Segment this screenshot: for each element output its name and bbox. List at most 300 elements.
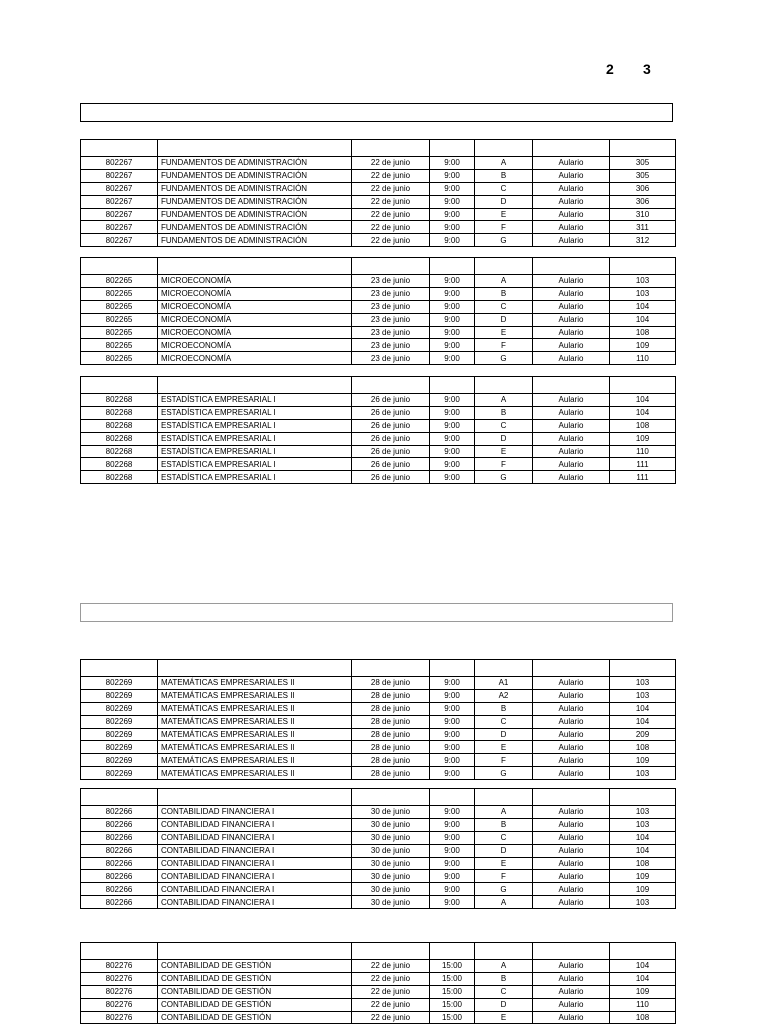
course-code-cell: 802266 <box>81 818 158 831</box>
room-cell: 103 <box>610 896 676 909</box>
table-row <box>81 406 676 419</box>
building-cell: Aulario <box>533 195 610 208</box>
building-cell: Aulario <box>533 182 610 195</box>
subject-name-cell: ESTADÍSTICA EMPRESARIAL I <box>158 406 352 419</box>
group-cell: G <box>475 767 533 780</box>
exam-table <box>80 942 676 1024</box>
building-cell: Aulario <box>533 998 610 1011</box>
group-cell: G <box>475 471 533 484</box>
room-cell: 209 <box>610 728 676 741</box>
time-cell: 9:00 <box>430 234 475 247</box>
time-cell: 9:00 <box>430 182 475 195</box>
time-cell: 9:00 <box>430 326 475 339</box>
subject-name-cell: FUNDAMENTOS DE ADMINISTRACIÓN <box>158 195 352 208</box>
room-cell: 104 <box>610 300 676 313</box>
table-row <box>81 831 676 844</box>
time-cell: 9:00 <box>430 394 475 407</box>
room-cell: 108 <box>610 741 676 754</box>
date-cell: 26 de junio <box>352 445 430 458</box>
course-code-cell: 802267 <box>81 208 158 221</box>
course-code-cell: 802267 <box>81 169 158 182</box>
course-code-cell: 802266 <box>81 883 158 896</box>
course-code-cell: 802268 <box>81 471 158 484</box>
date-cell: 26 de junio <box>352 471 430 484</box>
group-cell: F <box>475 221 533 234</box>
group-cell: C <box>475 300 533 313</box>
subject-name-cell: CONTABILIDAD DE GESTIÓN <box>158 998 352 1011</box>
room-cell: 103 <box>610 287 676 300</box>
date-cell: 28 de junio <box>352 767 430 780</box>
subject-name-cell: MICROECONOMÍA <box>158 287 352 300</box>
table-row <box>81 208 676 221</box>
table-header-row <box>81 258 676 275</box>
table-row <box>81 458 676 471</box>
time-cell: 9:00 <box>430 221 475 234</box>
page-number: 2 <box>606 61 614 77</box>
course-code-cell: 802265 <box>81 339 158 352</box>
date-cell: 22 de junio <box>352 960 430 973</box>
course-code-cell: 802269 <box>81 689 158 702</box>
time-cell: 9:00 <box>430 432 475 445</box>
header-cell <box>533 140 610 157</box>
table-row <box>81 234 676 247</box>
table-row <box>81 1011 676 1024</box>
date-cell: 26 de junio <box>352 458 430 471</box>
group-cell: A <box>475 896 533 909</box>
header-cell <box>81 258 158 275</box>
room-cell: 111 <box>610 458 676 471</box>
building-cell: Aulario <box>533 394 610 407</box>
header-cell <box>610 140 676 157</box>
subject-name-cell: FUNDAMENTOS DE ADMINISTRACIÓN <box>158 221 352 234</box>
course-code-cell: 802265 <box>81 326 158 339</box>
building-cell: Aulario <box>533 806 610 819</box>
building-cell: Aulario <box>533 169 610 182</box>
table-row <box>81 300 676 313</box>
group-cell: B <box>475 169 533 182</box>
table-row <box>81 741 676 754</box>
time-cell: 9:00 <box>430 157 475 170</box>
course-code-cell: 802265 <box>81 275 158 288</box>
building-cell: Aulario <box>533 326 610 339</box>
table-row <box>81 844 676 857</box>
table-row <box>81 857 676 870</box>
table-row <box>81 960 676 973</box>
subject-name-cell: CONTABILIDAD DE GESTIÓN <box>158 985 352 998</box>
exam-table <box>80 659 676 780</box>
building-cell: Aulario <box>533 432 610 445</box>
room-cell: 108 <box>610 857 676 870</box>
date-cell: 30 de junio <box>352 896 430 909</box>
building-cell: Aulario <box>533 458 610 471</box>
course-code-cell: 802266 <box>81 806 158 819</box>
date-cell: 22 de junio <box>352 234 430 247</box>
time-cell: 9:00 <box>430 715 475 728</box>
time-cell: 9:00 <box>430 471 475 484</box>
header-cell <box>158 943 352 960</box>
group-cell: C <box>475 419 533 432</box>
header-cell <box>352 943 430 960</box>
building-cell: Aulario <box>533 445 610 458</box>
room-cell: 103 <box>610 275 676 288</box>
building-cell: Aulario <box>533 275 610 288</box>
course-code-cell: 802276 <box>81 998 158 1011</box>
header-cell <box>158 258 352 275</box>
date-cell: 26 de junio <box>352 419 430 432</box>
time-cell: 15:00 <box>430 985 475 998</box>
date-cell: 28 de junio <box>352 702 430 715</box>
date-cell: 22 de junio <box>352 195 430 208</box>
date-cell: 28 de junio <box>352 715 430 728</box>
group-cell: D <box>475 844 533 857</box>
course-code-cell: 802269 <box>81 754 158 767</box>
building-cell: Aulario <box>533 419 610 432</box>
subject-name-cell: MATEMÁTICAS EMPRESARIALES II <box>158 715 352 728</box>
subject-name-cell: CONTABILIDAD DE GESTIÓN <box>158 972 352 985</box>
room-cell: 109 <box>610 754 676 767</box>
course-code-cell: 802267 <box>81 195 158 208</box>
time-cell: 9:00 <box>430 741 475 754</box>
course-code-cell: 802266 <box>81 831 158 844</box>
room-cell: 104 <box>610 313 676 326</box>
subject-name-cell: FUNDAMENTOS DE ADMINISTRACIÓN <box>158 182 352 195</box>
time-cell: 15:00 <box>430 972 475 985</box>
table-row <box>81 182 676 195</box>
table-row <box>81 767 676 780</box>
time-cell: 9:00 <box>430 406 475 419</box>
time-cell: 9:00 <box>430 883 475 896</box>
subject-name-cell: CONTABILIDAD FINANCIERA I <box>158 831 352 844</box>
header-cell <box>533 258 610 275</box>
date-cell: 23 de junio <box>352 352 430 365</box>
course-code-cell: 802268 <box>81 406 158 419</box>
room-cell: 311 <box>610 221 676 234</box>
header-cell <box>158 140 352 157</box>
time-cell: 9:00 <box>430 313 475 326</box>
group-cell: G <box>475 883 533 896</box>
table-row <box>81 221 676 234</box>
table-row <box>81 998 676 1011</box>
exam-table <box>80 139 676 247</box>
table-row <box>81 394 676 407</box>
course-code-cell: 802269 <box>81 702 158 715</box>
room-cell: 104 <box>610 406 676 419</box>
header-cell <box>81 140 158 157</box>
group-cell: A <box>475 960 533 973</box>
building-cell: Aulario <box>533 313 610 326</box>
subject-name-cell: MICROECONOMÍA <box>158 300 352 313</box>
table-row <box>81 432 676 445</box>
building-cell: Aulario <box>533 870 610 883</box>
subject-name-cell: ESTADÍSTICA EMPRESARIAL I <box>158 445 352 458</box>
room-cell: 306 <box>610 182 676 195</box>
header-cell <box>610 377 676 394</box>
room-cell: 104 <box>610 831 676 844</box>
building-cell: Aulario <box>533 339 610 352</box>
section-header-box <box>80 603 673 622</box>
course-code-cell: 802269 <box>81 767 158 780</box>
group-cell: B <box>475 818 533 831</box>
header-cell <box>81 660 158 677</box>
date-cell: 30 de junio <box>352 806 430 819</box>
table-row <box>81 883 676 896</box>
table-row <box>81 985 676 998</box>
date-cell: 30 de junio <box>352 831 430 844</box>
table-row <box>81 702 676 715</box>
group-cell: C <box>475 715 533 728</box>
header-cell <box>81 789 158 806</box>
header-cell <box>81 943 158 960</box>
room-cell: 104 <box>610 702 676 715</box>
time-cell: 9:00 <box>430 831 475 844</box>
building-cell: Aulario <box>533 221 610 234</box>
subject-name-cell: CONTABILIDAD FINANCIERA I <box>158 806 352 819</box>
time-cell: 9:00 <box>430 754 475 767</box>
subject-name-cell: MATEMÁTICAS EMPRESARIALES II <box>158 689 352 702</box>
table-header-row <box>81 789 676 806</box>
group-cell: C <box>475 182 533 195</box>
group-cell: A <box>475 806 533 819</box>
group-cell: E <box>475 208 533 221</box>
table-row <box>81 689 676 702</box>
room-cell: 111 <box>610 471 676 484</box>
course-code-cell: 802269 <box>81 741 158 754</box>
time-cell: 9:00 <box>430 275 475 288</box>
building-cell: Aulario <box>533 300 610 313</box>
building-cell: Aulario <box>533 157 610 170</box>
group-cell: B <box>475 702 533 715</box>
date-cell: 22 de junio <box>352 157 430 170</box>
time-cell: 15:00 <box>430 960 475 973</box>
header-cell <box>430 258 475 275</box>
group-cell: A <box>475 394 533 407</box>
table-row <box>81 471 676 484</box>
course-code-cell: 802268 <box>81 458 158 471</box>
course-code-cell: 802267 <box>81 157 158 170</box>
room-cell: 110 <box>610 998 676 1011</box>
building-cell: Aulario <box>533 677 610 690</box>
header-cell <box>533 660 610 677</box>
date-cell: 30 de junio <box>352 883 430 896</box>
building-cell: Aulario <box>533 728 610 741</box>
group-cell: A <box>475 157 533 170</box>
time-cell: 9:00 <box>430 458 475 471</box>
time-cell: 9:00 <box>430 702 475 715</box>
table-row <box>81 754 676 767</box>
date-cell: 23 de junio <box>352 313 430 326</box>
date-cell: 22 de junio <box>352 1011 430 1024</box>
building-cell: Aulario <box>533 972 610 985</box>
time-cell: 9:00 <box>430 445 475 458</box>
date-cell: 23 de junio <box>352 339 430 352</box>
header-cell <box>352 140 430 157</box>
date-cell: 26 de junio <box>352 394 430 407</box>
building-cell: Aulario <box>533 844 610 857</box>
room-cell: 104 <box>610 960 676 973</box>
course-code-cell: 802266 <box>81 844 158 857</box>
course-code-cell: 802268 <box>81 432 158 445</box>
course-code-cell: 802267 <box>81 234 158 247</box>
table-row <box>81 339 676 352</box>
subject-name-cell: ESTADÍSTICA EMPRESARIAL I <box>158 394 352 407</box>
room-cell: 305 <box>610 169 676 182</box>
group-cell: F <box>475 458 533 471</box>
date-cell: 28 de junio <box>352 741 430 754</box>
header-cell <box>610 258 676 275</box>
time-cell: 9:00 <box>430 208 475 221</box>
building-cell: Aulario <box>533 741 610 754</box>
date-cell: 22 de junio <box>352 169 430 182</box>
time-cell: 9:00 <box>430 728 475 741</box>
room-cell: 305 <box>610 157 676 170</box>
table-row <box>81 445 676 458</box>
date-cell: 23 de junio <box>352 300 430 313</box>
subject-name-cell: MICROECONOMÍA <box>158 275 352 288</box>
time-cell: 9:00 <box>430 896 475 909</box>
building-cell: Aulario <box>533 406 610 419</box>
room-cell: 108 <box>610 326 676 339</box>
header-cell <box>533 943 610 960</box>
room-cell: 109 <box>610 883 676 896</box>
header-cell <box>430 377 475 394</box>
course-code-cell: 802269 <box>81 677 158 690</box>
room-cell: 103 <box>610 689 676 702</box>
group-cell: B <box>475 972 533 985</box>
course-code-cell: 802268 <box>81 445 158 458</box>
building-cell: Aulario <box>533 234 610 247</box>
time-cell: 9:00 <box>430 844 475 857</box>
time-cell: 9:00 <box>430 419 475 432</box>
header-cell <box>430 789 475 806</box>
time-cell: 9:00 <box>430 195 475 208</box>
subject-name-cell: MICROECONOMÍA <box>158 352 352 365</box>
header-cell <box>352 660 430 677</box>
building-cell: Aulario <box>533 985 610 998</box>
subject-name-cell: MATEMÁTICAS EMPRESARIALES II <box>158 702 352 715</box>
date-cell: 22 de junio <box>352 985 430 998</box>
group-cell: E <box>475 741 533 754</box>
date-cell: 22 de junio <box>352 998 430 1011</box>
header-cell <box>430 943 475 960</box>
header-cell <box>475 140 533 157</box>
header-cell <box>158 789 352 806</box>
group-cell: C <box>475 985 533 998</box>
table-header-row <box>81 140 676 157</box>
subject-name-cell: MATEMÁTICAS EMPRESARIALES II <box>158 741 352 754</box>
header-cell <box>610 789 676 806</box>
time-cell: 9:00 <box>430 300 475 313</box>
subject-name-cell: ESTADÍSTICA EMPRESARIAL I <box>158 458 352 471</box>
subject-name-cell: CONTABILIDAD FINANCIERA I <box>158 857 352 870</box>
building-cell: Aulario <box>533 857 610 870</box>
group-cell: A2 <box>475 689 533 702</box>
group-cell: B <box>475 287 533 300</box>
header-cell <box>533 377 610 394</box>
course-code-cell: 802265 <box>81 300 158 313</box>
subject-name-cell: MICROECONOMÍA <box>158 326 352 339</box>
room-cell: 103 <box>610 677 676 690</box>
subject-name-cell: CONTABILIDAD FINANCIERA I <box>158 883 352 896</box>
room-cell: 103 <box>610 806 676 819</box>
date-cell: 28 de junio <box>352 689 430 702</box>
time-cell: 9:00 <box>430 857 475 870</box>
room-cell: 109 <box>610 870 676 883</box>
group-cell: D <box>475 432 533 445</box>
building-cell: Aulario <box>533 702 610 715</box>
course-code-cell: 802267 <box>81 221 158 234</box>
header-cell <box>352 258 430 275</box>
subject-name-cell: ESTADÍSTICA EMPRESARIAL I <box>158 471 352 484</box>
course-code-cell: 802265 <box>81 313 158 326</box>
room-cell: 312 <box>610 234 676 247</box>
building-cell: Aulario <box>533 883 610 896</box>
room-cell: 110 <box>610 445 676 458</box>
course-code-cell: 802266 <box>81 896 158 909</box>
building-cell: Aulario <box>533 208 610 221</box>
table-row <box>81 313 676 326</box>
course-code-cell: 802266 <box>81 857 158 870</box>
header-cell <box>352 789 430 806</box>
section-header-box <box>80 103 673 122</box>
subject-name-cell: FUNDAMENTOS DE ADMINISTRACIÓN <box>158 157 352 170</box>
date-cell: 26 de junio <box>352 432 430 445</box>
group-cell: F <box>475 870 533 883</box>
building-cell: Aulario <box>533 818 610 831</box>
group-cell: G <box>475 352 533 365</box>
group-cell: E <box>475 326 533 339</box>
table-header-row <box>81 943 676 960</box>
course-code-cell: 802265 <box>81 352 158 365</box>
date-cell: 28 de junio <box>352 728 430 741</box>
room-cell: 109 <box>610 985 676 998</box>
table-row <box>81 419 676 432</box>
subject-name-cell: MATEMÁTICAS EMPRESARIALES II <box>158 728 352 741</box>
date-cell: 28 de junio <box>352 754 430 767</box>
time-cell: 9:00 <box>430 689 475 702</box>
table-row <box>81 896 676 909</box>
building-cell: Aulario <box>533 960 610 973</box>
page-number: 3 <box>643 61 651 77</box>
header-cell <box>475 258 533 275</box>
group-cell: A1 <box>475 677 533 690</box>
room-cell: 103 <box>610 818 676 831</box>
table-row <box>81 287 676 300</box>
header-cell <box>475 789 533 806</box>
course-code-cell: 802267 <box>81 182 158 195</box>
table-header-row <box>81 660 676 677</box>
header-cell <box>430 660 475 677</box>
course-code-cell: 802276 <box>81 1011 158 1024</box>
building-cell: Aulario <box>533 767 610 780</box>
header-cell <box>81 377 158 394</box>
course-code-cell: 802265 <box>81 287 158 300</box>
subject-name-cell: FUNDAMENTOS DE ADMINISTRACIÓN <box>158 169 352 182</box>
subject-name-cell: MICROECONOMÍA <box>158 313 352 326</box>
group-cell: E <box>475 445 533 458</box>
course-code-cell: 802276 <box>81 960 158 973</box>
table-header-row <box>81 377 676 394</box>
header-cell <box>475 943 533 960</box>
group-cell: D <box>475 998 533 1011</box>
group-cell: E <box>475 857 533 870</box>
date-cell: 22 de junio <box>352 221 430 234</box>
room-cell: 108 <box>610 1011 676 1024</box>
course-code-cell: 802269 <box>81 728 158 741</box>
time-cell: 15:00 <box>430 1011 475 1024</box>
group-cell: C <box>475 831 533 844</box>
subject-name-cell: CONTABILIDAD FINANCIERA I <box>158 818 352 831</box>
date-cell: 30 de junio <box>352 857 430 870</box>
